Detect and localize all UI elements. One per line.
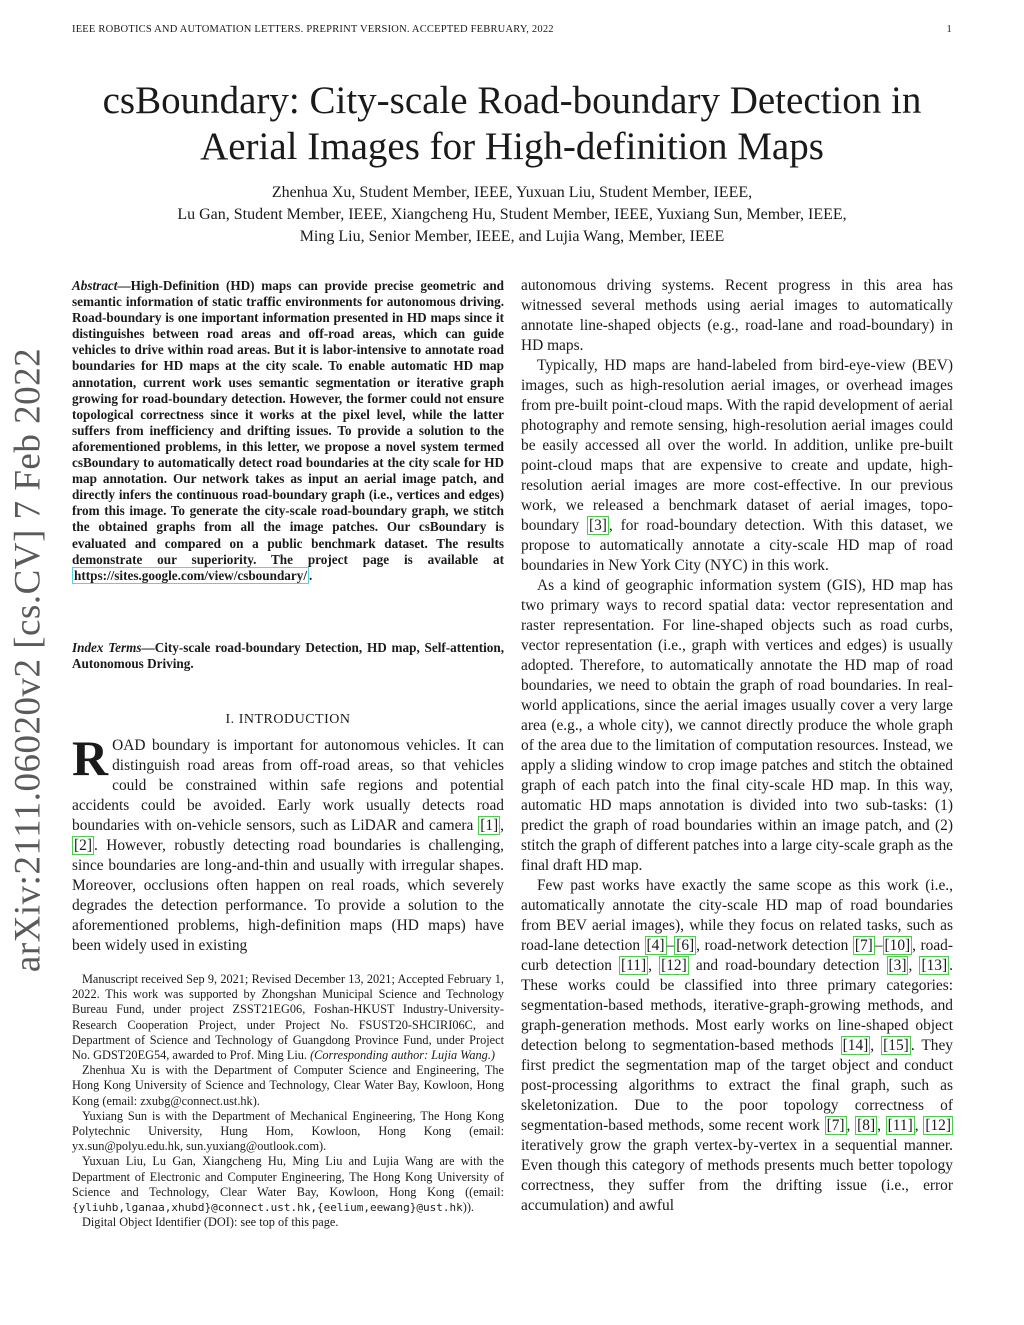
citation-link[interactable]: [7]	[826, 1117, 845, 1134]
abstract-body: —High-Definition (HD) maps can provide precise geometric and semantic information of static traffic environments for autonomous driving. Road-boundary is one important information presented in HD maps since it distinguishes between road areas and off-road areas, which can guide vehicles to drive within road areas. But it is labor-intensive to annotate road boundaries for HD maps at the city scale. To enable automatic HD map annotation, current work uses semantic segmentation or iterative graph growing for road-boundary detection. However, the former could not ensure topological correctness since it works at the pixel level, while the latter suffers from inefficiency and drifting issues. To provide a solution to the aforementioned problems, in this letter, we propose a novel system termed csBoundary to automatically detect road boundaries at the city scale for HD map annotation. Our network takes as input an aerial image patch, and directly infers the continuous road-boundary graph (i.e., vertices and edges) from this image. To generate the city-scale road-boundary graph, we stitch the obtained graphs from all the image patches. Our csBoundary is evaluated and compared on a public benchmark dataset. The results demonstrate our superiority. The project page is available at	[72, 278, 504, 567]
arxiv-stamp-text: arXiv:2111.06020v2 [cs.CV] 7 Feb 2022	[7, 347, 49, 973]
index-terms	[72, 640, 504, 672]
introduction-paragraph: ROAD boundary is important for autonomous vehicles. It can distinguish road areas from off-road areas, so that vehicles could be constrained within safe regions and potential accidents could be avoided. Early work usually detects road boundaries with on-vehicle sensors, such as LiDAR and camera [1] , [2] . However, robustly detecting road boundaries is challenging, since boundaries are long-and-thin and usually with irregular shapes. Moreover, occlusions often happen on real roads, which severely degrades the detection performance. To provide a solution to the aforementioned problems, high-definition maps (HD maps) have been widely used in existing	[72, 730, 504, 954]
citation-link[interactable]: [13]	[921, 957, 948, 974]
citation-link[interactable]: [11]	[887, 1117, 913, 1134]
citation-link[interactable]: [4]	[646, 937, 665, 954]
paragraph: As a kind of geographic information system (GIS), HD map has two primary ways to record spatial data: vector representation and raster representation. For line-shaped objects such as road curbs, vector representation (i.e., graph with vertices and edges) is usually adopted. Therefore, to automatically annotate the HD map of road boundaries, we need to obtain the graph of road boundaries. In real-world applications, since the aerial images usually cover a very large area (e.g., a whole city), we cannot directly produce the whole graph of the area due to the limitation of computation resources. Instead, we apply a sliding window to crop image patches and stitch the obtained graph of each patch into the final city-scale HD map. In this way, automatic HD maps annotation is divided into two sub-tasks: (1) predict the graph of road boundaries within an image patch, and (2) stitch the graph of different patches into a large city-scale graph as the final draft HD map.	[521, 577, 953, 874]
citation-link[interactable]: [1]	[480, 817, 499, 834]
citation-link[interactable]: [3]	[588, 517, 607, 534]
citation-link[interactable]: [12]	[925, 1117, 951, 1134]
paragraph: Typically, HD maps are hand-labeled from bird-eye-view (BEV) images, such as high-resolution aerial images, or overhead images from pre-built point-cloud maps. With the rapid development of aerial photography and remote sensing, high-resolution aerial images could be easily accessed all over the world. In addition, unlike pre-built point-cloud maps that are expensive to create and update, high-resolution aerial images are more cost-effective. In our previous work, we released a benchmark dataset of aerial images, topo-boundary [3] , for road-boundary detection. With this dataset, we propose to automatically annotate a city-scale HD map of road boundaries in New York City (NYC) in this work.	[521, 357, 953, 574]
author-list	[72, 182, 952, 248]
citation-link[interactable]: [11]	[621, 957, 647, 974]
footnote-manuscript: Manuscript received Sep 9, 2021; Revised December 13, 2021; Accepted February 1, 2022. This work was supported by Zhongshan Municipal Science and Technology Bureau Fund, under project ZSST21EG06, Foshan-HKUST Industry-University-Research Cooperation Project, under Project No. FSUST20-SHCIRI06C, and Department of Science and Technology of Guangdong Province Fund, under Project No. GDST20EG54, awarded to Prof. Ming Liu. (Corresponding author: Lujia Wang.)	[72, 972, 504, 1063]
citation-link[interactable]: [10]	[884, 937, 911, 954]
index-terms-body: —City-scale road-boundary Detection, HD map, Self-attention, Autonomous Driving.	[72, 640, 504, 672]
drop-cap: R	[72, 730, 109, 786]
footnote-author-sun: Yuxiang Sun is with the Department of Mechanical Engineering, The Hong Kong Polytechnic University, Hung Hom, Kowloon, Hong Kong (email: yx.sun@polyu.edu.hk, sun.yuxiang@outlook.com).	[72, 1108, 504, 1154]
abstract-label: Abstract	[72, 278, 118, 293]
citation-link[interactable]: [3]	[888, 957, 907, 974]
paragraph: Few past works have exactly the same scope as this work (i.e., automatically annotate the city-scale HD map of road boundaries from BEV aerial images), while they focus on related tasks, such as road-lane detection [4] – [6] , road-network detection [7] – [10] , road-curb detection [11] , [12] and road-boundary detection [3] , [13] . These works could be classified into three primary categories: segmentation-based methods, iterative-graph-growing methods, and graph-generation methods. Most early works on line-shaped object detection belong to segmentation-based methods [14] , [15] . They first predict the segmentation map of the target object and conduct post-processing algorithms to extract the final graph, such as skeletonization. Due to the poor topology correctness of segmentation-based methods, some recent work [7] , [8] , [11] , [12] iteratively grow the graph vertex-by-vertex in a sequential manner. Even though this category of methods presents much better topology correctness, they suffer from the drifting issue (i.e., error accumulation) and awful	[521, 877, 954, 1214]
footnote-doi: Digital Object Identifier (DOI): see top of this page.	[82, 1215, 339, 1230]
citation-link[interactable]: [12]	[661, 957, 687, 974]
citation-link[interactable]: [6]	[676, 937, 695, 954]
paragraph: autonomous driving systems. Recent progress in this area has witnessed several methods using aerial images to automatically annotate line-shaped objects (e.g., road-lane and road-boundary) in HD maps.	[521, 277, 953, 354]
citation-link[interactable]: [2]	[74, 837, 92, 854]
running-head	[72, 24, 952, 35]
footnotes	[72, 972, 504, 1230]
project-page-link[interactable]: https://sites.google.com/view/csboundary/	[74, 567, 307, 583]
citation-link[interactable]: [14]	[842, 1037, 869, 1054]
paper-title: csBoundary: City-scale Road-boundary Detection in Aerial Images for High-definition Maps	[102, 79, 922, 168]
footnote-author-others: Yuxuan Liu, Lu Gan, Xiangcheng Hu, Ming Liu and Lujia Wang are with the Department of Electronic and Computer Engineering, The Hong Kong University of Science and Technology, Clear Water Bay, Kowloon, Hong Kong ((email: {yliuhb,lganaa,xhubd}@connect.ust.hk,{eelium,eewang}@ust.hk)).	[72, 1154, 504, 1215]
citation-link[interactable]: [15]	[883, 1037, 909, 1054]
author-line-1: Zhenhua Xu, Student Member, IEEE, Yuxuan Liu, Student Member, IEEE,	[271, 184, 753, 201]
author-line-2: Lu Gan, Student Member, IEEE, Xiangcheng Hu, Student Member, IEEE, Yuxiang Sun, Member, IEEE,	[177, 206, 847, 223]
author-line-3: Ming Liu, Senior Member, IEEE, and Lujia Wang, Member, IEEE	[299, 228, 725, 245]
running-head-text: IEEE ROBOTICS AND AUTOMATION LETTERS. PREPRINT VERSION. ACCEPTED FEBRUARY, 2022	[72, 24, 554, 35]
citation-link[interactable]: [7]	[854, 937, 873, 954]
section-heading-introduction: I. INTRODUCTION	[225, 712, 351, 727]
abstract: Abstract—High-Definition (HD) maps can provide precise geometric and semantic information of static traffic environments for autonomous driving. Road-boundary is one important information presented in HD maps since it distinguishes between road areas and off-road areas, which can guide vehicles to drive within road areas. But it is labor-intensive to annotate road boundaries for HD maps at the city scale. To enable automatic HD map annotation, current work uses semantic segmentation or iterative graph growing for road-boundary detection. However, the former could not ensure topological correctness since it works at the pixel level, while the latter suffers from inefficiency and drifting issues. To provide a solution to the aforementioned problems, in this letter, we propose a novel system termed csBoundary to automatically detect road boundaries at the city scale for HD map annotation. Our network takes as input an aerial image patch, and directly infers the continuous road-boundary graph (i.e., vertices and edges) from this image. To generate the city-scale road-boundary graph, we stitch the obtained graphs from all the image patches. Our csBoundary is evaluated and compared on a public benchmark dataset. The results demonstrate our superiority. The project page is available at https://sites.google.com/view/csboundary/ .	[72, 278, 504, 583]
index-terms-label: Index Terms	[72, 640, 142, 655]
page-number: 1	[946, 24, 952, 35]
arxiv-stamp	[7, 347, 49, 973]
right-column-text	[521, 276, 953, 1216]
footnote-author-xu: Zhenhua Xu is with the Department of Computer Science and Engineering, The Hong Kong University of Science and Technology, Clear Water Bay, Kowloon, Hong Kong (email: zxubg@connect.ust.hk).	[72, 1063, 504, 1108]
citation-link[interactable]: [8]	[857, 1117, 876, 1134]
